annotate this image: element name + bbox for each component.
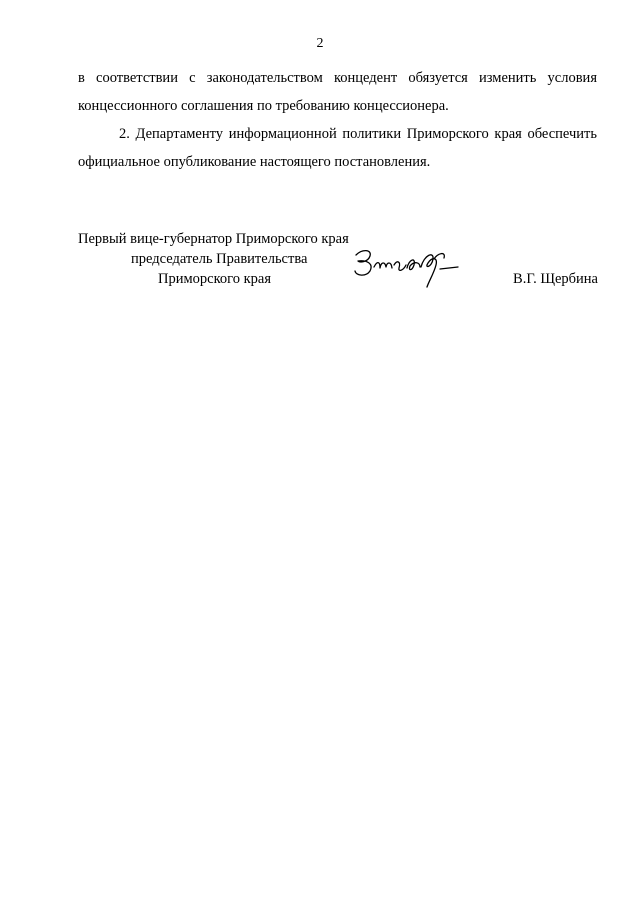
paragraph-item-2: 2. Департаменту информационной политики Приморского края обеспечить официальное опубликование настоящего постановления.: [78, 126, 597, 170]
signatory-title-line3: Приморского края: [158, 271, 272, 287]
document-body: [78, 64, 597, 176]
signatory-name: В.Г. Щербина: [513, 271, 598, 287]
signature-block: [78, 229, 598, 299]
handwritten-signature: [350, 241, 470, 291]
page-number: 2: [316, 36, 324, 51]
signatory-title-line2: председатель Правительства: [131, 251, 308, 267]
signatory-title-line1: Первый вице-губернатор Приморского края: [78, 231, 349, 247]
paragraph-continuation: в соответствии с законодательством концедент обязуется изменить условия концессионного соглашения по требованию концессионера.: [78, 70, 597, 114]
